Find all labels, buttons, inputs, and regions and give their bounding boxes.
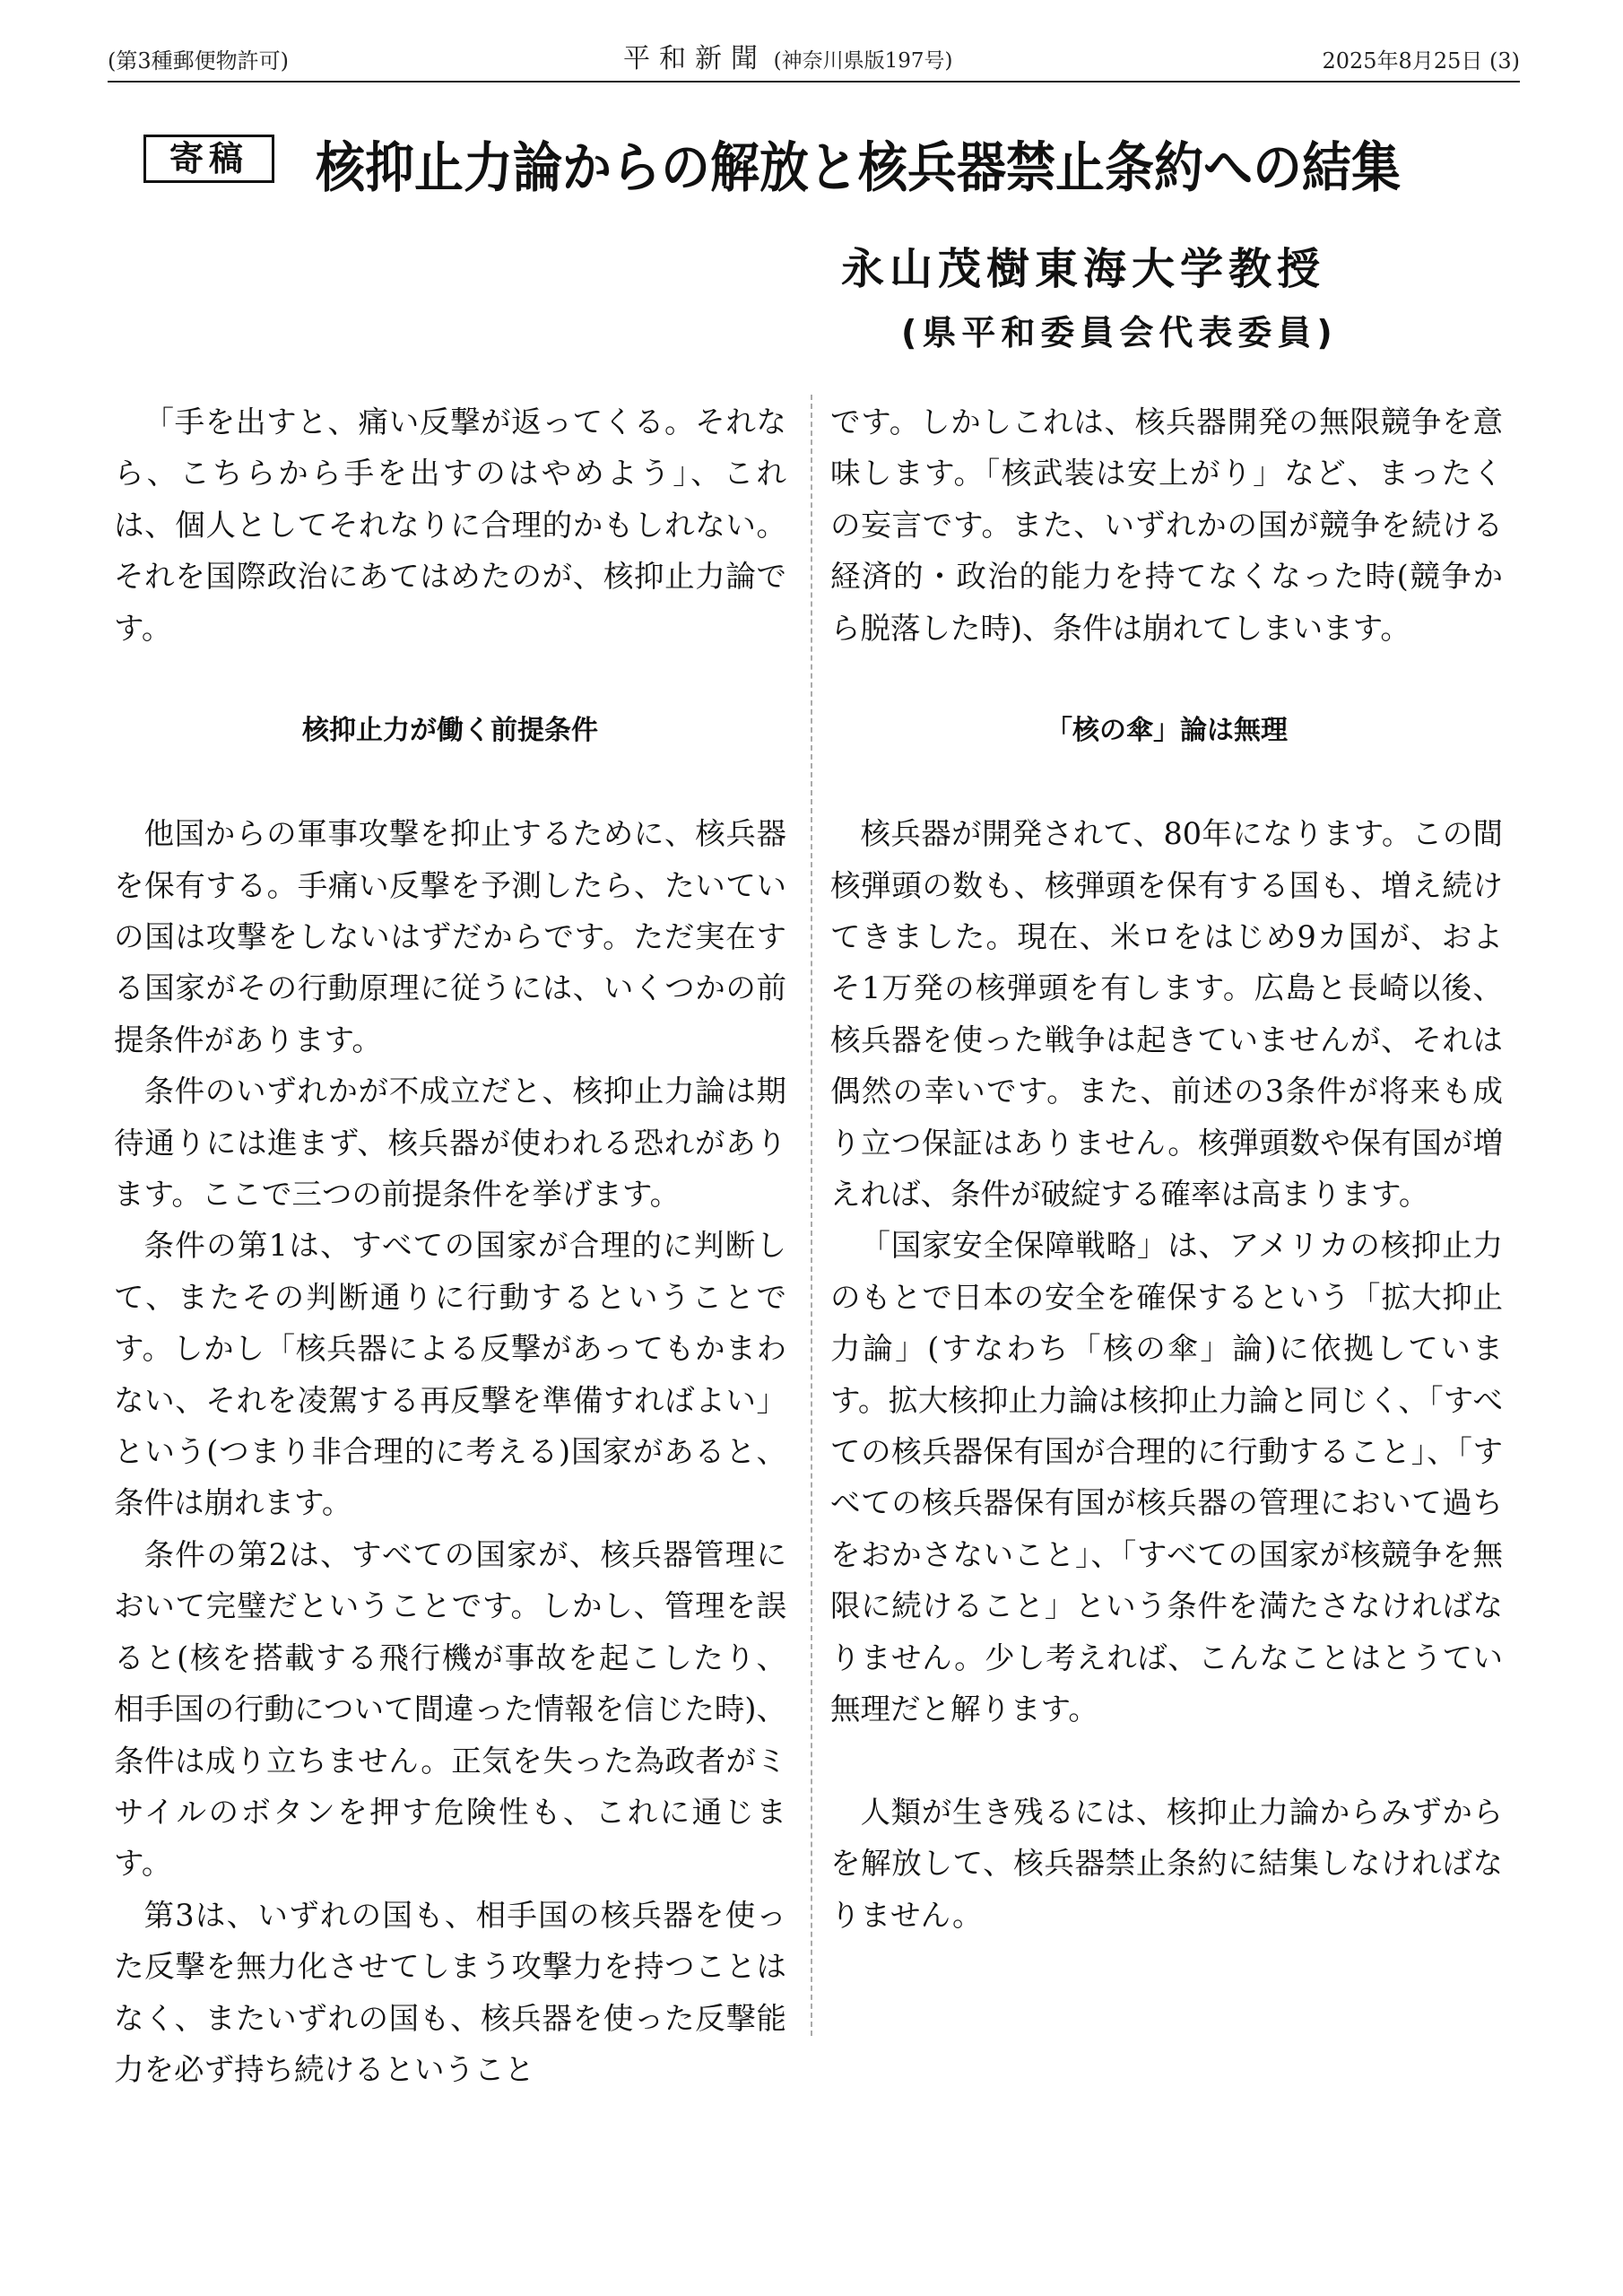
contribution-label: 寄稿 bbox=[143, 135, 274, 183]
edition-license: (神奈川県版197号) bbox=[773, 49, 953, 73]
spacer bbox=[830, 654, 1503, 705]
column-divider bbox=[811, 395, 812, 2036]
left-column bbox=[114, 396, 786, 2095]
spacer bbox=[830, 1735, 1503, 1787]
intro-paragraph: 「手を出すと、痛い反撃が返ってくる。それなら、こちらから手を出すのはやめよう」、これは、個人としてそれなりに合理的かもしれない。それを国際政治にあてはめたのが、核抑止力論です。 bbox=[114, 404, 786, 646]
section-heading-preconditions: 核抑止力が働く前提条件 bbox=[302, 715, 598, 747]
issue-date-page: 2025年8月25日 (3) bbox=[1322, 48, 1520, 74]
section-heading-nuclear-umbrella: 「核の傘」論は無理 bbox=[1046, 715, 1288, 747]
closing-paragraph: 人類が生き残るには、核抑止力論からみずからを解放して、核兵器禁止条約に結集しなければなりません。 bbox=[830, 1794, 1503, 1933]
newspaper-name: 平和新聞 bbox=[623, 43, 767, 74]
body-paragraph: 条件のいずれかが不成立だと、核抑止力論は期待通りには進まず、核兵器が使われる恐れがあります。ここで三つの前提条件を挙げます。 bbox=[114, 1074, 786, 1213]
continued-paragraph: です。しかしこれは、核兵器開発の無限競争を意味します。「核武装は安上がり」など、まったくの妄言です。また、いずれかの国が競争を続ける経済的・政治的能力を持てなくなった時(競争から脱落した時)、条件は崩れてしまいます。 bbox=[830, 404, 1503, 646]
masthead bbox=[108, 41, 1520, 83]
postal-permit: (第3種郵便物許可) bbox=[108, 48, 289, 74]
article-headline: 核抑止力論からの解放と核兵器禁止条約への結集 bbox=[316, 135, 1402, 199]
spacer bbox=[830, 757, 1503, 808]
body-paragraph: 条件の第1は、すべての国家が合理的に判断して、またその判断通りに行動するということです。しかし「核兵器による反撃があってもかまわない、それを凌駕する再反撃を準備すればよい」という(つまり非合理的に考える)国家があると、条件は崩れます。 bbox=[114, 1228, 786, 1521]
body-paragraph: 第3は、いずれの国も、相手国の核兵器を使った反撃を無力化させてしまう攻撃力を持つことはなく、またいずれの国も、核兵器を使った反撃能力を必ず持ち続けるということ bbox=[114, 1897, 786, 2087]
spacer bbox=[114, 654, 786, 705]
body-paragraph: 「国家安全保障戦略」は、アメリカの核抑止力のもとで日本の安全を確保するという「拡大抑止力論」(すなわち「核の傘」論)に依拠しています。拡大核抑止力論は核抑止力論と同じく、「すべての核兵器保有国が合理的に行動すること」、「すべての核兵器保有国が核兵器の管理において過ちをおかさないこと」、「すべての国家が核競争を無限に続けること」という条件を満たさなければなりません。少し考えれば、こんなことはとうてい無理だと解ります。 bbox=[830, 1228, 1503, 1727]
right-column bbox=[830, 396, 1503, 1941]
newspaper-name-block bbox=[623, 41, 953, 79]
body-paragraph: 他国からの軍事攻撃を抑止するために、核兵器を保有する。手痛い反撃を予測したら、たいていの国は攻撃をしないはずだからです。ただ実在する国家がその行動原理に従うには、いくつかの前提条件があります。 bbox=[114, 816, 786, 1057]
body-paragraph: 核兵器が開発されて、80年になります。この間核弾頭の数も、核弾頭を保有する国も、増え続けてきました。現在、米ロをはじめ9カ国が、およそ1万発の核弾頭を有します。広島と長崎以後、核兵器を使った戦争は起きていませんが、それは偶然の幸いです。また、前述の3条件が将来も成り立つ保証はありません。核弾頭数や保有国が増えれば、条件が破綻する確率は高まります。 bbox=[830, 816, 1503, 1213]
spacer bbox=[114, 757, 786, 808]
author-name: 永山茂樹東海大学教授 bbox=[841, 244, 1326, 294]
body-paragraph: 条件の第2は、すべての国家が、核兵器管理において完璧だということです。しかし、管理を誤ると(核を搭載する飛行機が事故を起こしたり、相手国の行動について間違った情報を信じた時)、条件は成り立ちません。正気を失った為政者がミサイルのボタンを押す危険性も、これに通じます。 bbox=[114, 1536, 786, 1882]
author-affiliation: (県平和委員会代表委員) bbox=[901, 313, 1338, 352]
